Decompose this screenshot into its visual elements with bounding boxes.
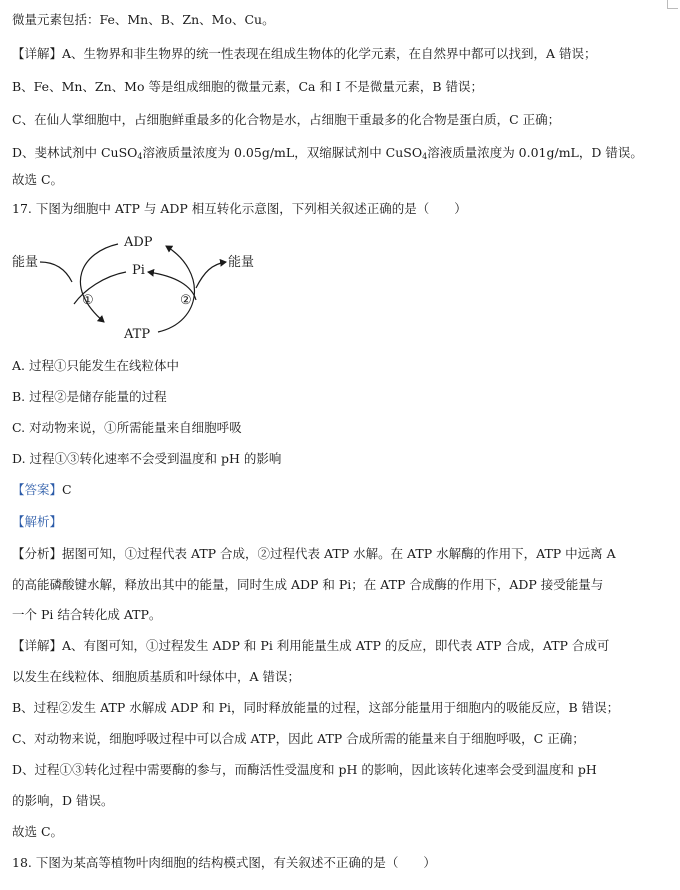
question-17-stem: 17. 下图为细胞中 ATP 与 ADP 相互转化示意图，下列相关叙述正确的是（ ） (12, 201, 467, 216)
subscript: 4 (422, 152, 428, 161)
analysis-line: 的影响，D 错误。 (12, 793, 114, 808)
page-corner-mark (667, 0, 678, 9)
arrow-adp-to-atp (80, 244, 118, 322)
answer-label: 【答案】 (12, 482, 63, 497)
answer-value: C (62, 482, 72, 497)
pi-label: Pi (132, 263, 145, 278)
atp-label: ATP (124, 327, 151, 342)
option-d: D. 过程①③转化速率不会受到温度和 pH 的影响 (12, 451, 282, 466)
process-2-label: ② (180, 293, 192, 308)
energy-right-label: 能量 (228, 255, 255, 270)
subscript: 4 (137, 152, 143, 161)
analysis-line: 【详解】A、有图可知，①过程发生 ADP 和 Pi 利用能量生成 ATP 的反应，即代表 ATP 合成，ATP 合成可 (12, 638, 610, 653)
arrow-energy-in (40, 262, 72, 282)
analysis-line: B、过程②发生 ATP 水解成 ADP 和 Pi，同时释放能量的过程，这部分能量用于细胞内的吸能反应，B 错误； (12, 700, 620, 715)
prev-text-line: C、在仙人掌细胞中，占细胞鲜重最多的化合物是水，占细胞干重最多的化合物是蛋白质，C 正确； (12, 112, 561, 127)
adp-label: ADP (124, 235, 153, 250)
option-c: C. 对动物来说，①所需能量来自细胞呼吸 (12, 420, 242, 435)
prev-text-line: 【详解】A、生物界和非生物界的统一性表现在组成生物体的化学元素，在自然界中都可以找到，A 错误； (12, 46, 597, 61)
prev-option-d-line (12, 145, 643, 161)
analysis-line: 以发生在线粒体、细胞质基质和叶绿体中，A 错误； (12, 669, 301, 684)
analysis-label: 【解析】 (12, 514, 63, 529)
analysis-line: 故选 C。 (12, 824, 64, 839)
analysis-line: C、对动物来说，细胞呼吸过程中可以合成 ATP，因此 ATP 合成所需的能量来自于细胞呼吸，C 正确； (12, 731, 585, 746)
option-b: B. 过程②是储存能量的过程 (12, 389, 167, 404)
atp-adp-cycle-diagram (0, 228, 300, 348)
analysis-line: 一个 Pi 结合转化成 ATP。 (12, 607, 162, 622)
question-18-stem: 18. 下图为某高等植物叶肉细胞的结构模式图，有关叙述不正确的是（ ） (12, 855, 436, 870)
process-1-label: ① (82, 293, 94, 308)
text-fragment: D、斐林试剂中 CuSO (12, 145, 138, 160)
option-a: A. 过程①只能发生在线粒体中 (12, 358, 179, 373)
analysis-line: 【分析】据图可知，①过程代表 ATP 合成，②过程代表 ATP 水解。在 ATP 水解酶的作用下，ATP 中远离 A (12, 546, 616, 561)
energy-left-label: 能量 (12, 255, 39, 270)
text-fragment: 溶液质量浓度为 0.01g/mL，D 错误。 (427, 145, 643, 160)
arrow-energy-out (196, 262, 226, 288)
prev-answer: 故选 C。 (12, 172, 64, 187)
analysis-line: 的高能磷酸键水解，释放出其中的能量，同时生成 ADP 和 Pi；在 ATP 合成酶的作用下，ADP 接受能量与 (12, 577, 604, 592)
prev-text-line: 微量元素包括：Fe、Mn、B、Zn、Mo、Cu。 (12, 12, 275, 27)
text-fragment: 溶液质量浓度为 0.05g/mL，双缩脲试剂中 CuSO (142, 145, 423, 160)
answer (12, 482, 72, 498)
analysis-line: D、过程①③转化过程中需要酶的参与，而酶活性受温度和 pH 的影响，因此该转化速率会受到温度和 pH (12, 762, 597, 777)
prev-text-line: B、Fe、Mn、Zn、Mo 等是组成细胞的微量元素，Ca 和 I 不是微量元素，B 错误； (12, 79, 483, 94)
